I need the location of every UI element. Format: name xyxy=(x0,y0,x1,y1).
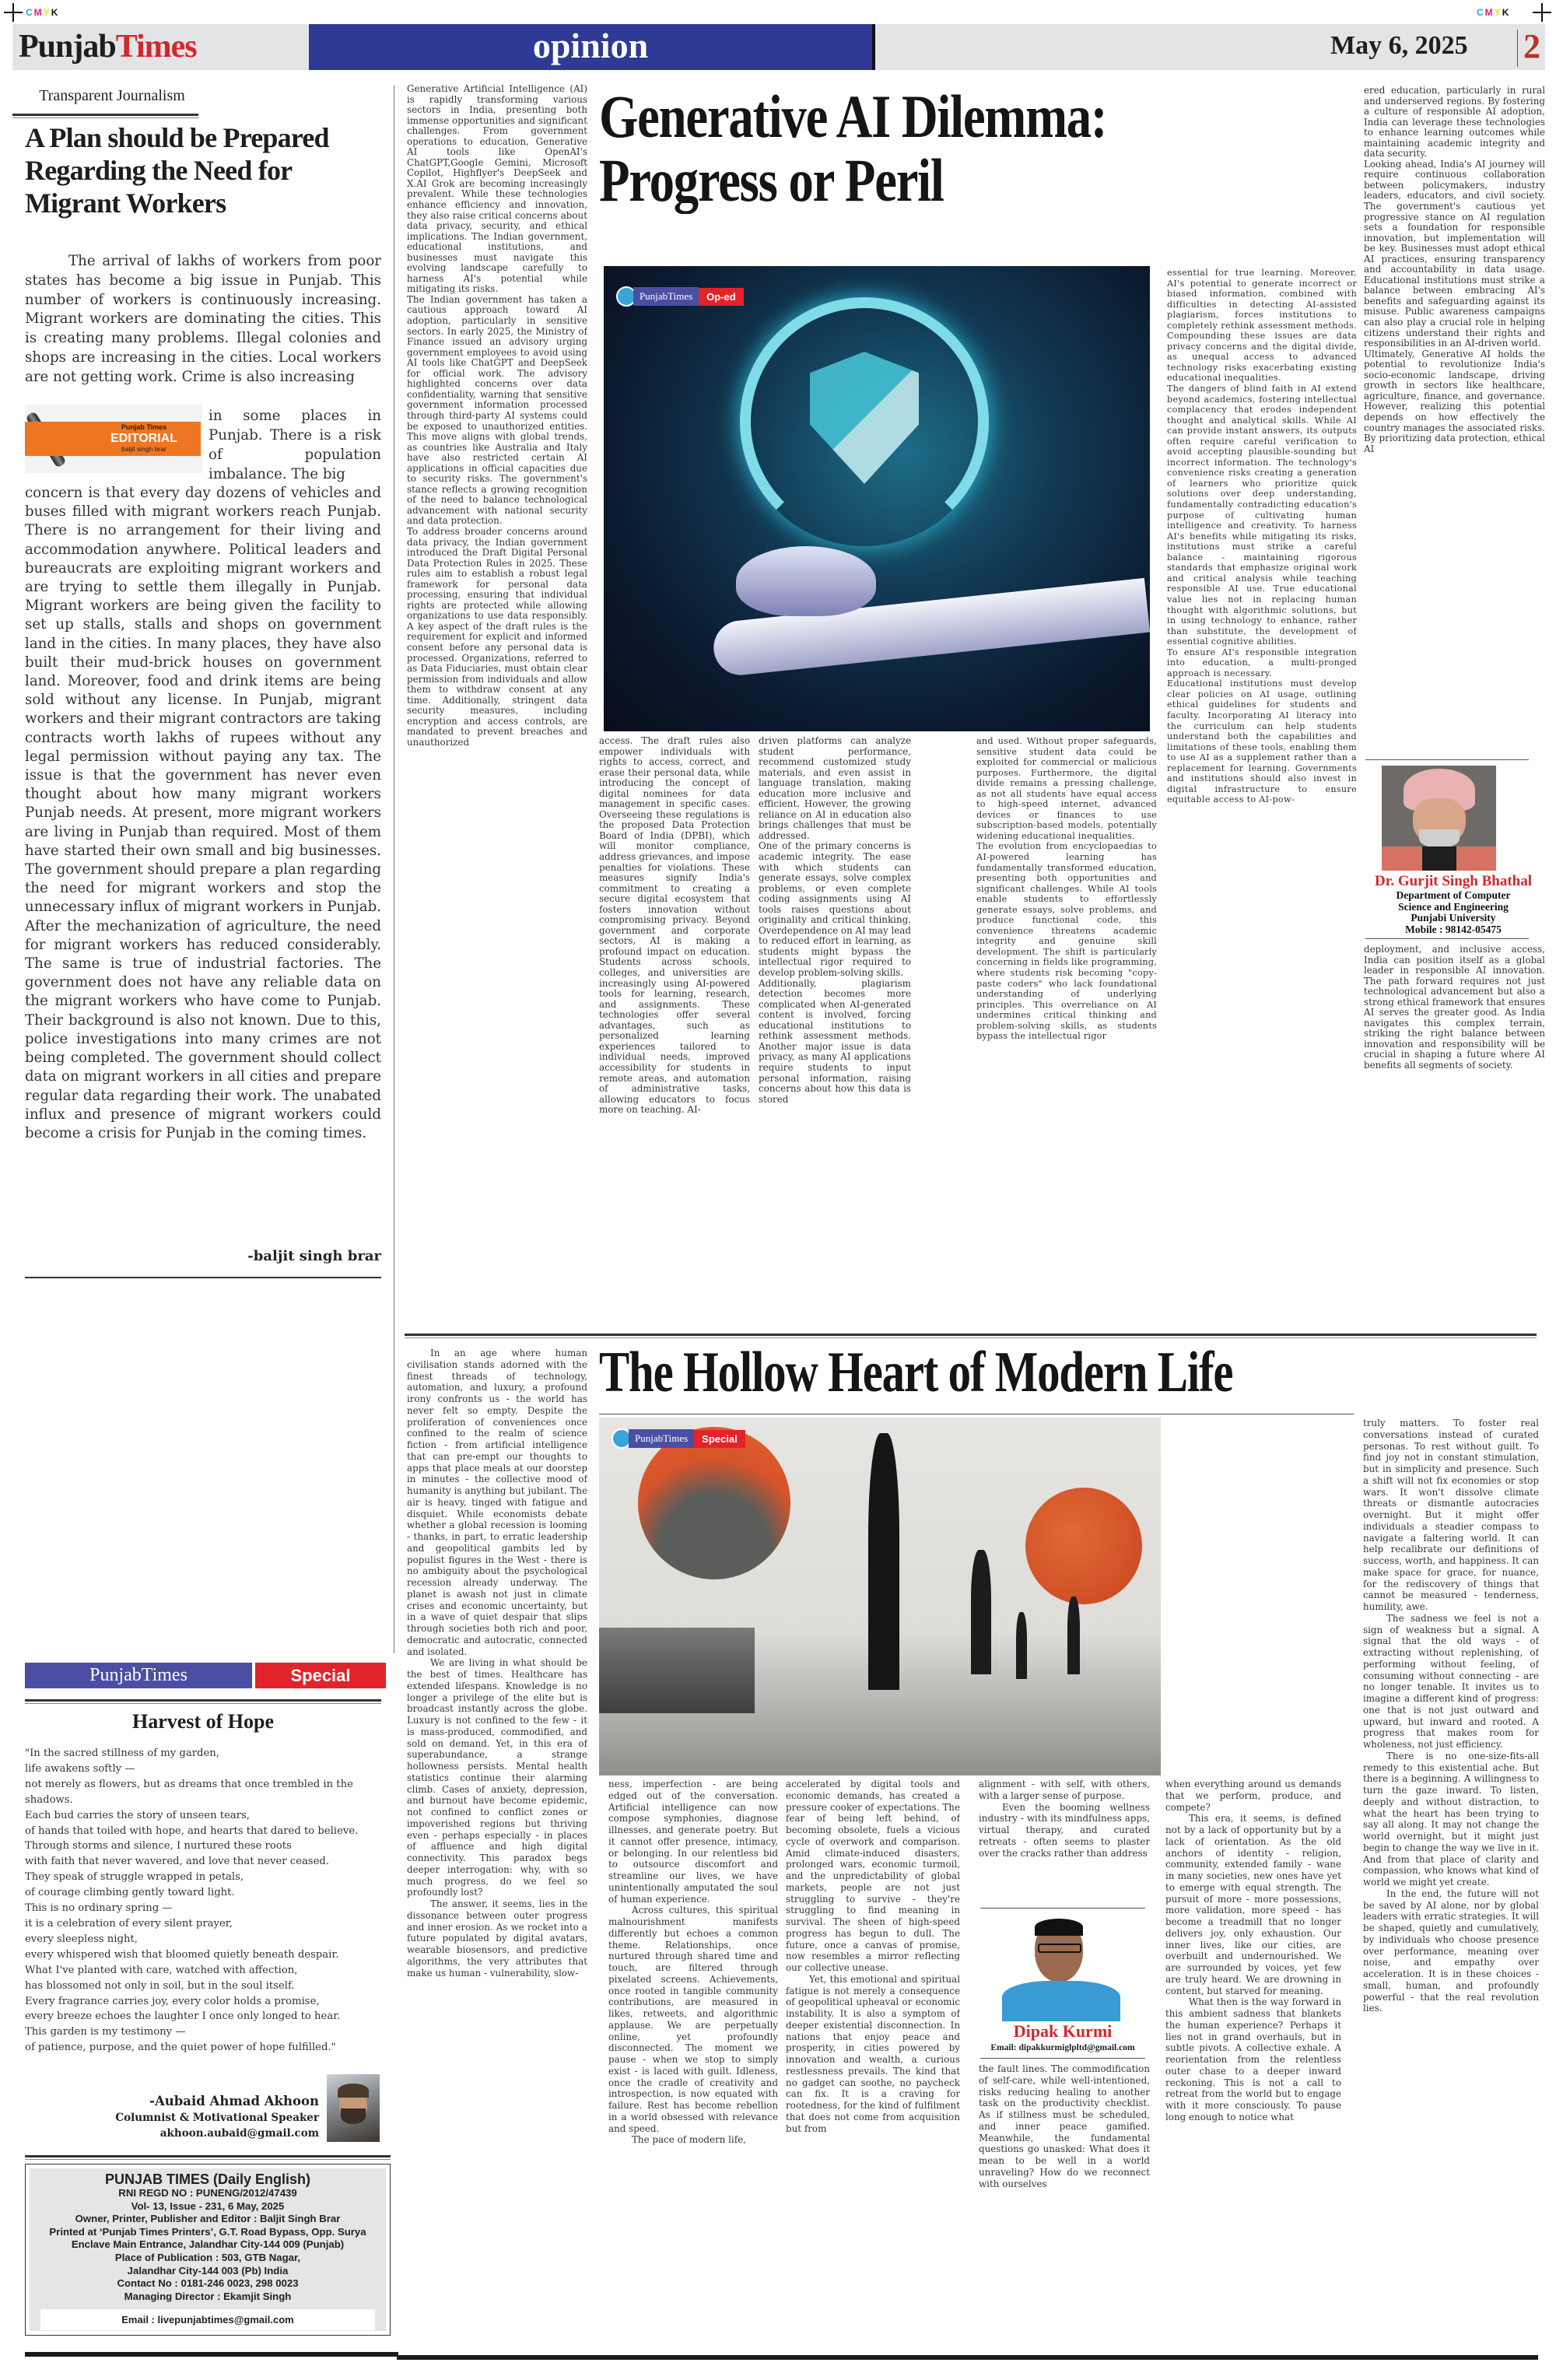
kicker-rule xyxy=(12,114,198,118)
poem-banner-brand: PunjabTimes xyxy=(25,1663,252,1688)
hollow-col-4-top xyxy=(979,1779,1150,1888)
ai-author-byline xyxy=(1364,873,1543,935)
ai-headline-line2: Progress or Peril xyxy=(599,146,944,214)
editorial-kicker: Transparent Journalism xyxy=(39,87,185,104)
imprint-box xyxy=(25,2164,391,2336)
paragraph: Educational institutions must develop clear policies on AI usage, outlining ethical guidelines for students and faculty. Incorporating AI literacy into the curriculum can help students understand both the capabilities and limitations of these tools, enabling them to use AI as a supplement rather than a replacement for learning. Governments and institutions should also invest in digital infrastructure to ensure equitable access to AI-pow- xyxy=(1167,678,1357,805)
poem-line: of courage climbing gently toward light. xyxy=(25,1887,235,1899)
poem-banner-tag: Special xyxy=(255,1663,386,1688)
editorial-badge-panel xyxy=(25,422,201,456)
dipak-bottom-rule xyxy=(980,2058,1145,2059)
hollow-col-2 xyxy=(608,1779,778,2354)
paragraph: and used. Without proper safeguards, sensitive student data could be exploited for commercial or malicious purposes. Furthermore, the digital divide remains a pressing challenge, as not all students have equal access to high-speed internet, advanced devices or finances to use subscription-based models, potentially widening educational inequalities. xyxy=(976,736,1157,841)
imprint-line: Jalandhar City-144 003 (Pb) India xyxy=(127,2264,289,2277)
paragraph: Yet, this emotional and spiritual fatigue is not merely a consequence of geopolitical upheaval or economic instability. It is also a symptom of deeper existential disconnection. In nations that enjoy peace and prosperity, in cities powered by innovation and wealth, a curious restlessness prevails. The kind that no gadget can soothe, no paycheck can fix. It is a craving for rootedness, for the kind of fulfilment that does not come from acquisition but from xyxy=(786,1973,960,2134)
paragraph: accelerated by digital tools and economic demands, has created a pressure cooker of expectations. The fear of being left behind, of becoming obsolete, fuels a vicious cycle of overwork and comparison. Amid climate-induced disasters, prolonged wars, economic turmoil, and the unpredictability of global markets, people are not just struggling to survive - they're struggling to find meaning in survival. The sheen of high-speed progress has begun to dull. The future, once a canvas of promise, now resembles a mirror reflecting our collective unease. xyxy=(786,1779,960,1973)
robot-fingers xyxy=(736,546,876,616)
imprint-line: Owner, Printer, Publisher and Editor : Baljit Singh Brar xyxy=(75,2213,341,2225)
poem-line: Each bud carries the story of unseen tears, xyxy=(25,1809,250,1821)
cmyk-y: Y xyxy=(43,7,51,18)
photo-beard xyxy=(341,2108,366,2124)
author-top-rule xyxy=(1365,759,1529,760)
paragraph: Generative Artificial Intelligence (AI) is rapidly transforming various sectors in India, presenting both immense opportunities and significant challenges. From government operations to education, Generative AI tools like OpenAI's ChatGPT,Google Gemini, Microsoft Copilot, Highflyer's DeepSeek and X.AI Grok are becoming increasingly prevalent. While these technologies enhance efficiency and innovation, they also raise critical concerns about data privacy, security, and ethical implications. The Indian government, educational institutions, and businesses must navigate this evolving landscape carefully to harness AI's potential while mitigating its risks. xyxy=(407,84,587,295)
page-bottom-rule xyxy=(397,2355,1538,2360)
poem-line: What I've planted with care, watched with affection, xyxy=(25,1964,298,1976)
badge-editorial: EDITORIAL xyxy=(110,432,177,445)
hollow-image-brand: PunjabTimes xyxy=(629,1429,694,1448)
cmyk-c: C xyxy=(1477,7,1485,18)
cmyk-m: M xyxy=(1484,7,1495,18)
page-number: 2 xyxy=(1523,27,1540,65)
brand-punjab: Punjab xyxy=(19,29,116,65)
hollow-author-photo xyxy=(1002,1919,1120,2021)
page-bottom-rule-left xyxy=(25,2352,398,2357)
editorial-body-rest: concern is that every day dozens of vehicles and buses filled with migrant workers reach Punjab. There is no arrangement for their living and accommodation anywhere. Political leaders and bureaucrats are exploiting migrant workers and are trying to settle them illegally in Punjab. Migrant workers are being given the facility to set up stalls, stalls and shops on government land in the cities. In many places, they have also built their mud-brick houses on government land. Moreover, food and drink items are being sold without any license. In Punjab, migrant workers and their migrant contractors are taking contracts worth lakhs of rupees without any legal permission without paying any tax. The issue is that the government has never even thought about how many migrant workers Punjab needs. At present, more migrant workers are living in Punjab than required. Most of them have started their own small and big businesses. The government should prepare a plan regarding the need for migrant workers and stop the unnecessary influx of migrant workers in Punjab. After the mechanization of agriculture, the need for migrant workers has reduced considerably. The same is true of industrial factories. The government does not have any reliable data on the migrant workers who have come to Punjab. Their background is also not known. Due to this, police investigations into many crimes are not being completed. The government should collect data on migrant workers in all cities and prepare regular data regarding their work. The unabated influx and presence of migrant workers could become a crisis for Punjab in the coming times. xyxy=(25,485,381,1141)
poem-author-role: Columnist & Motivational Speaker xyxy=(115,2112,319,2124)
imprint-line: Printed at ‘Punjab Times Printers’, G.T. Road Bypass, Opp. Surya xyxy=(49,2225,366,2238)
section-label: opinion xyxy=(309,24,875,70)
badge-author: baljit singh brar xyxy=(121,445,166,453)
paragraph: This era, it seems, is defined not by a lack of opportunity but by a lack of orientation. As the old anchors of identity - religion, community, extended family - wane in many societies, new ones have yet to emerge with equal strength. The pursuit of more - more possessions, more validation, more speed - has become a treadmill that no longer delivers joy, only exhaustion. Our inner lives, like our cities, are overbuilt and undernourished. We are surrounded by voices, yet few are truly heard. We are drowning in content, but starved for meaning. xyxy=(1165,1813,1341,1996)
ai-col-3 xyxy=(759,736,911,1327)
imprint-title: PUNJAB TIMES (Daily English) xyxy=(104,2171,311,2187)
cmyk-k: K xyxy=(51,7,60,18)
imprint-line: Place of Publication : 503, GTB Nagar, xyxy=(114,2251,301,2263)
dipak-top-rule xyxy=(980,1908,1145,1909)
cmyk-m: M xyxy=(33,7,44,18)
badge-brand: Punjab Times xyxy=(121,423,167,431)
poem-line: "In the sacred stillness of my garden, xyxy=(25,1747,219,1759)
poem-line: every breeze echoes the laughter I once only longed to hear. xyxy=(25,2010,341,2023)
editorial-end-rule xyxy=(25,1277,381,1278)
photo-shirt xyxy=(1422,846,1456,871)
figure-tall xyxy=(868,1433,899,1690)
photo-hair xyxy=(1035,1919,1083,1936)
ai-col-6-top xyxy=(1364,86,1545,756)
hollow-col-1 xyxy=(407,1348,587,2355)
hollow-col-4-bottom xyxy=(979,2063,1150,2353)
masthead-logo[interactable] xyxy=(19,28,197,65)
ai-author-university: Punjabi University xyxy=(1411,912,1496,924)
imprint-inner xyxy=(30,2168,386,2331)
ai-col-6-bottom xyxy=(1364,945,1545,1100)
poem-title-rule xyxy=(25,1699,381,1704)
ai-author-dept2: Science and Engineering xyxy=(1398,900,1509,913)
cmyk-c: C xyxy=(26,7,34,18)
imprint-line: Managing Director : Ekamjit Singh xyxy=(124,2290,292,2302)
ai-col-1 xyxy=(407,84,587,1333)
poem-line: Every fragrance carries joy, every color holds a promise, xyxy=(25,1995,320,2007)
poem-line: They speak of struggle wrapped in petals, xyxy=(25,1871,244,1884)
photo-hair xyxy=(338,2084,369,2098)
hollow-headline: The Hollow Heart of Modern Life xyxy=(599,1341,1233,1404)
ai-author-dept: Department of Computer xyxy=(1396,889,1511,901)
editorial-signature: -baljit singh brar xyxy=(247,1248,381,1264)
hollow-col-5 xyxy=(1165,1779,1341,2354)
paragraph: In the end, the future will not be saved by AI alone, nor by global leaders with erratic strategies. It will be shaped, quietly and cumulatively, by individuals who choose presence over performance, meaning over noise, and empathy over acceleration. It is in these choices - small, human, and profoundly powerful - that the real revolution lies. xyxy=(1363,1888,1539,2014)
hollow-image-label: Special xyxy=(694,1430,745,1448)
date-divider xyxy=(1517,30,1518,67)
orange-moon-right xyxy=(1025,1488,1142,1604)
photo-beard xyxy=(1419,829,1460,848)
poem-line: Through storms and silence, I nurtured these roots xyxy=(25,1840,292,1852)
ai-headline xyxy=(599,84,1377,212)
poem-line: This is no ordinary spring — xyxy=(25,1902,173,1915)
paragraph: when everything around us demands that we perform, produce, and compete? xyxy=(1165,1779,1341,1813)
brand-times: Times xyxy=(115,29,197,65)
registration-mark-right xyxy=(1533,3,1551,22)
ai-col-4 xyxy=(976,736,1157,1327)
paragraph: The evolution from encyclopaedias to AI-powered learning has fundamentally transformed education, presenting both opportunities and significant challenges. While AI tools enable students to effortlessly generate essays, solve problems, and produce functional code, this convenience threatens academic integrity and genuine skill development. The shift is particularly concerning in fields like programming, where students risk becoming "copy-paste coders" who lack foundational understanding of underlying principles. This overreliance on AI undermines critical thinking and problem-solving skills, as students bypass the intellectual rigor xyxy=(976,841,1157,1042)
poem-line: has blossomed not only in soil, but in the soul itself. xyxy=(25,1979,295,1992)
poem-line: with faith that never wavered, and love that never ceased. xyxy=(25,1856,330,1868)
ai-image-brand: PunjabTimes xyxy=(633,287,699,306)
poem-line: every sleepless night, xyxy=(25,1933,138,1945)
cmyk-bar-right xyxy=(1477,7,1510,18)
paragraph: To ensure AI's responsible integration into education, a multi-pronged approach is necessary. xyxy=(1167,647,1357,678)
hollow-col-3 xyxy=(786,1779,960,2354)
paragraph: Looking ahead, India's AI journey will require continuous collaboration between policymakers, industry leaders, educators, and civil society. The government's cautious yet progressive stance on AI regulation sets a foundation for responsible innovation, but implementation will be key. Businesses must adopt ethical AI practices, ensuring transparency and accountability in data usage. Educational institutions must strike a balance between embracing AI's benefits and safeguarding against its misuse. Public awareness campaigns can also play a crucial role in helping citizens understand their rights and responsibilities in an AI-driven world. xyxy=(1364,158,1545,349)
paragraph: truly matters. To foster real conversations instead of curated personas. To rest without guilt. To find joy not in constant stimulation, but in simplicity and presence. Such a shift will not fix economies or stop wars. It won't dissolve climate threats or dismantle autocracies overnight. But it might offer individuals a steadier compass to navigate a faltering world. It can help recalibrate our definitions of success, worth, and happiness. It can make space for grace, for nuance, for the rediscovery of things that cannot be measured - tenderness, humility, awe. xyxy=(1363,1418,1539,1612)
poem-author-email: akhoon.aubaid@gmail.com xyxy=(159,2127,319,2140)
poem-line: life awakens softly — xyxy=(25,1762,135,1775)
poem-line: This garden is my testimony — xyxy=(25,2026,186,2038)
ai-author-name: Dr. Gurjit Singh Bhathal xyxy=(1374,873,1532,889)
issue-date: May 6, 2025 xyxy=(1330,31,1468,60)
imprint-top-rule xyxy=(25,2155,391,2160)
figure-mid xyxy=(971,1550,991,1674)
ai-col-5 xyxy=(1167,268,1357,1334)
hollow-hero-image xyxy=(599,1418,1161,1775)
paragraph: We are living in what should be the best of times. Healthcare has extended lifespans. Knowledge is no longer a privilege of the elite but is broadcast instantly across the globe. Luxury is not confined to the few - it is mass-produced, commodified, and sold on demand. Yet, in this era of superabundance, a strange hollowness persists. Mental health statistics continue their alarming climb. Cases of anxiety, depression, and burnout have become epidemic, not confined to conflict zones or impoverished regions but thriving even - perhaps especially - in places of affluence and high digital connectivity. This paradox begs deeper interrogation: why, with so much progress, do we feel so profoundly lost? xyxy=(407,1657,587,1898)
paragraph: the fault lines. The commodification of self-care, while well-intentioned, risks reducing healing to another task on the productivity checklist. As if stillness must be scheduled, and inner peace gamified. Meanwhile, the fundamental questions go unasked: What does it mean to be well in a world unraveling? How do we reconnect with ourselves xyxy=(979,2063,1150,2189)
poem-line: every whispered wish that bloomed quietly beneath despair. xyxy=(25,1948,339,1961)
poem-line: not merely as flowers, but as dreams that once trembled in the shadows. xyxy=(25,1778,357,1806)
editorial-headline: A Plan should be Prepared Regarding the Need for Migrant Workers xyxy=(25,122,329,219)
poem-line: of hands that toiled with hope, and hearts that dared to believe. xyxy=(25,1824,359,1837)
paragraph: There is no one-size-fits-all remedy to this existential ache. But there is a beginning. A willingness to turn the gaze inward. To listen, deeply and without distraction, to what the heart has been trying to say all along. It may not change the world overnight, but it might just begin to change the way we live in it. And from that place of clarity and compassion, who knows what kind of world we might yet create. xyxy=(1363,1750,1539,1888)
cmyk-bar-left xyxy=(26,7,59,18)
author-bottom-rule xyxy=(1365,938,1529,939)
poem-line: it is a celebration of every silent prayer, xyxy=(25,1917,233,1930)
ai-author-mobile: Mobile : 98142-05475 xyxy=(1405,923,1502,935)
editorial-badge xyxy=(25,405,202,473)
ruined-building xyxy=(599,1628,755,1713)
ai-col-2 xyxy=(599,736,750,1327)
paragraph: One of the primary concerns is academic integrity. The ease with which students can generate essays, solve complex problems, or even complete coding assignments using AI tools raises questions about originality and critical thinking. Overdependence on AI may lead to reduced effort in learning, as students might bypass the intellectual rigor required to develop problem-solving skills. xyxy=(759,840,911,979)
cmyk-k: K xyxy=(1502,7,1511,18)
ai-image-label: Op-ed xyxy=(699,288,744,306)
imprint-email: Email : livepunjabtimes@gmail.com xyxy=(40,2309,375,2330)
paragraph: The dangers of blind faith in AI extend beyond academics, fostering intellectual complacency that erodes independent thought and analytical skills. While AI can provide instant answers, its outputs often require careful verification to avoid accepting plausible-sounding but incorrect information. The technology's convenience risks creating a generation of learners who prioritize quick solutions over deep understanding, fundamentally contradicting education's purpose of cultivating human intelligence and creativity. To harness AI's benefits while mitigating its risks, institutions must strike a careful balance - maintaining rigorous standards that emphasize original work and critical analysis while teaching responsible AI use. True educational value lies not in replacing human thought with algorithmic solutions, but in using technology to enhance, rather than substitute, the development of essential cognitive abilities. xyxy=(1167,384,1357,647)
poem-author: -Aubaid Ahmad Akhoon xyxy=(149,2094,319,2108)
figure-small-right xyxy=(1067,1597,1080,1674)
paragraph: ness, imperfection - are being edged out of the conversation. Artificial intelligence can now compose symphonies, diagnose illnesses, and generate poetry. But it cannot offer presence, intimacy, or belonging. In our relentless bid to outsource discomfort and streamline our lives, we have unintentionally amputated the soul of human experience. xyxy=(608,1779,778,1905)
hollow-col-6 xyxy=(1363,1418,1539,2354)
ai-hero-image xyxy=(604,266,1150,731)
poem-text xyxy=(25,1746,384,2056)
paragraph: Across cultures, this spiritual malnourishment manifests differently but echoes a common theme. Relationships, once nurtured through shared time and touch, are filtered through pixelated screens. Achievements, once rooted in tangible community contributions, are measured in likes, retweets, and algorithmic applause. We are perpetually online, yet profoundly disconnected. The moment we pause - when we stop to simply exist - is laced with guilt. Idleness, once the cradle of creativity and introspection, is now equated with failure. Rest has become rebellion in a world obsessed with relevance and speed. xyxy=(608,1905,778,2134)
photo-shirt xyxy=(1002,1981,1120,2021)
imprint-line: Contact No : 0181-246 0023, 298 0023 xyxy=(117,2277,299,2290)
paragraph: deployment, and inclusive access, India can position itself as a global leader in responsible AI innovation. The path forward requires not just technological advancement but also a strong ethical framework that ensures AI serves the greater good. As India navigates this complex terrain, striking the right balance between innovation and responsibility will be crucial in shaping a future where AI benefits all segments of society. xyxy=(1364,945,1545,1071)
ai-image-tag xyxy=(616,286,744,307)
editorial-body-top: The arrival of lakhs of workers from poor states has become a big issue in Punjab. This number of workers is continuously increasing. Migrant workers are dominating the cities. This is creating many problems. Illegal colonies and shops are increasing in the cities. Local workers are not getting work. Crime is also increasing xyxy=(25,253,381,385)
paragraph: Additionally, plagiarism detection becomes more complicated when AI-generated content is involved, forcing educational institutions to rethink assessment methods. Another major issue is data privacy, as many AI applications require students to input personal information, raising concerns about how this data is stored xyxy=(759,977,911,1105)
paragraph: To address broader concerns around data privacy, the Indian government introduced the Draft Digital Personal Data Protection Rules in 2025. These rules aim to establish a robust legal framework for personal data processing, ensuring that individual rights are protected while allowing organizations to use data responsibly. A key aspect of the draft rules is the requirement for explicit and informed consent before any personal data is processed. Organizations, referred to as Data Fiduciaries, must obtain clear permission from individuals and allow them to withdraw consent at any time. Additionally, stringent data security measures, including encryption and access controls, are mandated to prevent breaches and unauthorized xyxy=(407,525,587,748)
paragraph: What then is the way forward in this ambient sadness that blankets the human experience? Perhaps it lies not in grand overhauls, but in subtle pivots. A collective exhale. A reorientation from the relentless outer chase to a deeper inward reckoning. This is not a call to retreat from the world but to engage with it more consciously. To pause long enough to notice what xyxy=(1165,1996,1341,2122)
paragraph: In an age where human civilisation stands adorned with the finest threads of technology, automation, and luxury, a profound irony confronts us - the world has never felt so empty. Despite the proliferation of conveniences once confined to the realm of science fiction - from artificial intelligence that can pre-empt our thoughts to apps that place meals at our doorstep in minutes - the collective mood of humanity is anything but jubilant. The air is heavy, tinged with fatigue and disquiet. While economists debate whether a global recession is looming - thanks, in part, to erratic leadership and geopolitical gambits led by populist figures in the West - there is no ambiguity about the psychological recession already underway. The planet is awash not just in climate crises and economic uncertainty, but in a wave of quiet despair that slips through societies both rich and poor, democratic and autocratic, connected and isolated. xyxy=(407,1348,587,1657)
paragraph: Even the booming wellness industry - with its mindfulness apps, virtual therapy, and curated retreats - often seems to plaster over the cracks rather than address xyxy=(979,1801,1150,1859)
paragraph: alignment - with self, with others, with a larger sense of purpose. xyxy=(979,1779,1150,1801)
figure-small xyxy=(1016,1612,1027,1679)
paragraph: driven platforms can analyze student performance, recommend customized study materials, and even assist in language translation, making education more inclusive and efficient. However, the growing reliance on AI in education also brings challenges that must be addressed. xyxy=(759,736,911,841)
paragraph: access. The draft rules also empower individuals with rights to access, correct, and erase their personal data, while introducing the concept of digital nominees for data management in specific cases. Overseeing these regulations is the proposed Data Protection Board of India (DPBI), which will monitor compliance, address grievances, and impose penalties for violations. These measures signify India's commitment to creating a secure digital ecosystem that fosters innovation without compromising privacy. Beyond government and corporate sectors, AI is making a profound impact on education. Students across schools, colleges, and universities are increasingly using AI-powered tools for learning, research, and assignments. These technologies offer several advantages, such as personalized learning experiences tailored to individual needs, improved accessibility for students in remote areas, and automation of administrative tasks, allowing educators to focus more on teaching. AI- xyxy=(599,736,750,1116)
ai-headline-line1: Generative AI Dilemma: xyxy=(599,82,1107,150)
hollow-author-name: Dipak Kurmi xyxy=(1013,2021,1113,2041)
photo-glasses xyxy=(1038,1944,1081,1953)
hollow-image-tag xyxy=(612,1428,745,1449)
paragraph: The sadness we feel is not a sign of weakness but a signal. A signal that the old ways - of extracting without replenishing, of performing without feeling, of consuming without connecting - are no longer tenable. It invites us to imagine a different kind of progress: one that is not just outward and upward, but inward and rooted. A progress that makes room for wholeness, not just efficiency. xyxy=(1363,1612,1539,1750)
imprint-line: RNI REGD NO : PUNENG/2012/47439 xyxy=(118,2187,297,2199)
paragraph: Ultimately, Generative AI holds the potential to revolutionize India's socio-economic landscape, driving growth in sectors like healthcare, agriculture, finance, and governance. However, realizing this potential depends on how effectively the country manages the associated risks. By prioritizing data protection, ethical AI xyxy=(1364,348,1545,454)
registration-mark-left xyxy=(4,3,23,22)
ai-author-photo xyxy=(1382,766,1496,871)
paragraph: The pace of modern life, xyxy=(632,2134,746,2146)
imprint-line: Vol- 13, Issue - 231, 6 May, 2025 xyxy=(131,2199,285,2212)
hollow-author-email: Email: dipakkurmiglpltd@gmail.com xyxy=(990,2043,1135,2052)
paragraph: The answer, it seems, lies in the dissonance between outer progress and inner erosion. As we rocket into a future populated by digital avatars, wearable biosensors, and predictive algorithms, the very attributes that make us human - vulnerability, slow- xyxy=(407,1898,587,1979)
cmyk-y: Y xyxy=(1494,7,1502,18)
paragraph: The Indian government has taken a cautious approach toward AI adoption, particularly in sensitive sectors. In early 2025, the Ministry of Finance issued an advisory urging government employees to avoid using AI tools like ChatGPT and DeepSeek for official work. The advisory highlighted concerns over data confidentiality, warning that sensitive government information processed through third-party AI systems could be exposed to unauthorized entities. This move aligns with global trends, as countries like Australia and Italy have also restricted certain AI applications in official capacities due to security risks. The government's stance reflects a growing recognition of the need to balance technological advancement with national security and data protection. xyxy=(407,293,587,527)
poem-line: of patience, purpose, and the quiet power of hope fulfilled." xyxy=(25,2042,336,2054)
article-separator xyxy=(405,1334,1537,1338)
paragraph: ered education, particularly in rural and underserved regions. By fostering a culture of responsible AI adoption, India can leverage these technologies to enhance learning outcomes while maintaining academic integrity and data security. xyxy=(1364,86,1545,159)
poem-byline xyxy=(47,2093,319,2141)
orange-moon-left xyxy=(638,1427,790,1579)
imprint-line: Enclave Main Entrance, Jalandhar City-144 009 (Punjab) xyxy=(71,2238,345,2251)
poem-title: Harvest of Hope xyxy=(132,1710,274,1733)
editorial-body-wrap: in some places in Punjab. There is a risk of population imbalance. The big xyxy=(209,408,381,482)
poem-author-photo xyxy=(327,2074,380,2142)
paragraph: essential for true learning. Moreover, AI's potential to generate incorrect or biased information, combined with difficulties in detecting AI-assisted plagiarism, forces institutions to completely rethink assessment methods. Compounding these issues are data privacy concerns and the digital divide, as unequal access to advanced technology risks exacerbating existing educational inequalities. xyxy=(1167,268,1357,384)
